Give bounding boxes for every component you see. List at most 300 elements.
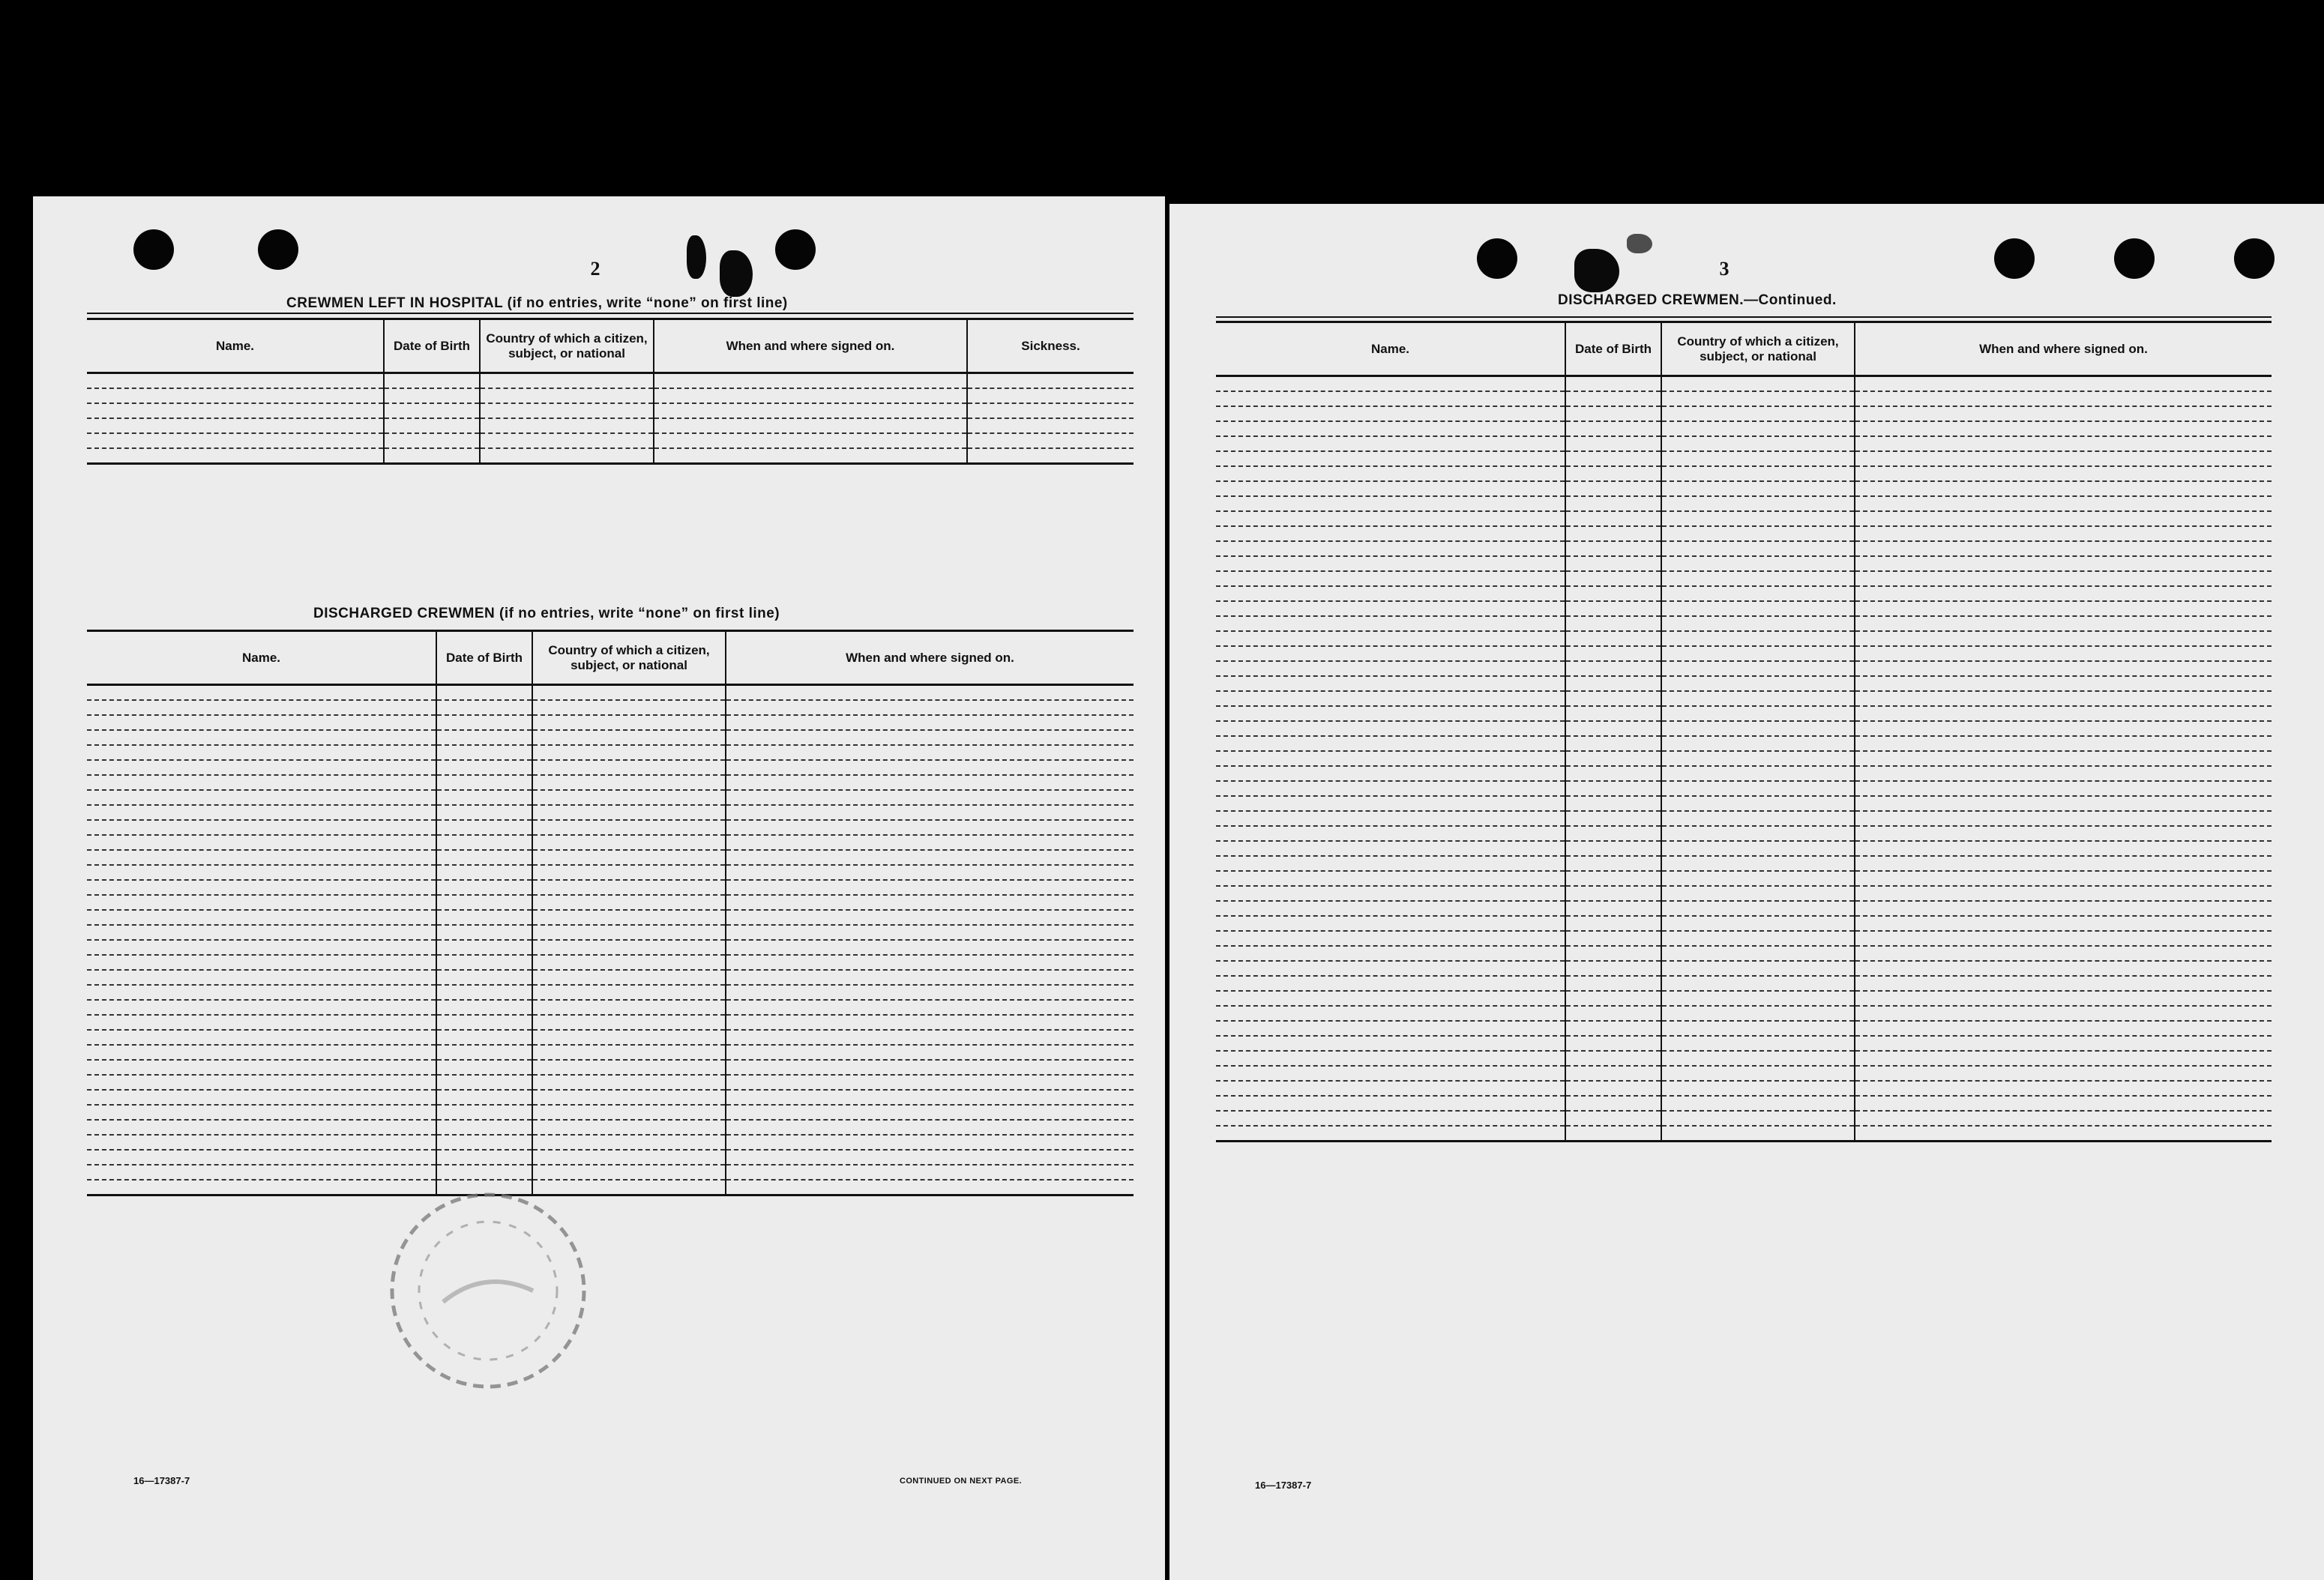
table-row bbox=[1216, 886, 2272, 901]
blank-entry-cell bbox=[726, 1150, 1134, 1165]
blank-entry-cell bbox=[1855, 976, 2272, 991]
blank-entry-cell bbox=[384, 418, 480, 433]
blank-entry-cell bbox=[436, 700, 532, 715]
blank-entry-cell bbox=[1216, 466, 1565, 481]
punch-hole bbox=[1994, 238, 2035, 279]
blank-entry-cell bbox=[532, 1135, 726, 1150]
blank-entry-cell bbox=[1216, 871, 1565, 886]
blank-entry-cell bbox=[1216, 991, 1565, 1006]
blank-entry-cell bbox=[532, 1165, 726, 1180]
punch-hole bbox=[2114, 238, 2155, 279]
blank-entry-cell bbox=[967, 403, 1134, 418]
table-row bbox=[1216, 451, 2272, 466]
table-row bbox=[87, 685, 1134, 701]
table-row bbox=[1216, 481, 2272, 496]
column-header-country: Country of which a citizen, subject, or national bbox=[1661, 322, 1855, 376]
table-row bbox=[87, 1165, 1134, 1180]
blank-entry-cell bbox=[532, 685, 726, 701]
blank-entry-cell bbox=[1565, 376, 1661, 392]
table-row bbox=[1216, 496, 2272, 511]
blank-entry-cell bbox=[87, 760, 436, 775]
table-row bbox=[87, 775, 1134, 790]
blank-entry-cell bbox=[1565, 1096, 1661, 1111]
blank-entry-cell bbox=[87, 1120, 436, 1135]
blank-entry-cell bbox=[726, 925, 1134, 940]
table-row bbox=[87, 790, 1134, 805]
blank-entry-cell bbox=[436, 880, 532, 895]
blank-entry-cell bbox=[480, 418, 654, 433]
blank-entry-cell bbox=[436, 1090, 532, 1105]
blank-entry-cell bbox=[1661, 391, 1855, 406]
blank-entry-cell bbox=[1565, 1126, 1661, 1142]
blank-entry-cell bbox=[1216, 946, 1565, 961]
blank-entry-cell bbox=[1565, 1081, 1661, 1096]
blank-entry-cell bbox=[436, 955, 532, 970]
blank-entry-cell bbox=[480, 433, 654, 448]
blank-entry-cell bbox=[436, 1045, 532, 1060]
blank-entry-cell bbox=[87, 448, 384, 464]
table-row bbox=[1216, 691, 2272, 706]
blank-entry-cell bbox=[1565, 601, 1661, 616]
blank-entry-cell bbox=[532, 1000, 726, 1015]
blank-entry-cell bbox=[967, 433, 1134, 448]
blank-entry-cell bbox=[87, 1075, 436, 1090]
blank-entry-cell bbox=[532, 865, 726, 880]
blank-entry-cell bbox=[1855, 571, 2272, 586]
blank-entry-cell bbox=[1565, 826, 1661, 841]
blank-entry-cell bbox=[1565, 661, 1661, 676]
table-row bbox=[87, 1015, 1134, 1030]
table-row bbox=[1216, 946, 2272, 961]
table-row bbox=[87, 403, 1134, 418]
table-row bbox=[1216, 556, 2272, 571]
table-row bbox=[1216, 706, 2272, 721]
blank-entry-cell bbox=[1565, 436, 1661, 451]
blank-entry-cell bbox=[1855, 451, 2272, 466]
table-row bbox=[1216, 811, 2272, 826]
blank-entry-cell bbox=[1661, 1006, 1855, 1021]
form-page-left bbox=[33, 196, 1165, 1580]
table-row bbox=[1216, 901, 2272, 916]
blank-entry-cell bbox=[1565, 991, 1661, 1006]
blank-entry-cell bbox=[1855, 916, 2272, 931]
blank-entry-cell bbox=[1565, 496, 1661, 511]
blank-entry-cell bbox=[1855, 1066, 2272, 1081]
blank-entry-cell bbox=[87, 1060, 436, 1075]
blank-entry-cell bbox=[1661, 931, 1855, 946]
table-row bbox=[87, 1075, 1134, 1090]
column-header-name: Name. bbox=[87, 631, 436, 685]
blank-entry-cell bbox=[1565, 976, 1661, 991]
blank-entry-cell bbox=[87, 418, 384, 433]
blank-entry-cell bbox=[436, 805, 532, 820]
column-header-date-of-birth: Date of Birth bbox=[384, 319, 480, 373]
blank-entry-cell bbox=[1855, 661, 2272, 676]
blank-entry-cell bbox=[1855, 1126, 2272, 1142]
table-row bbox=[87, 985, 1134, 1000]
blank-entry-cell bbox=[1661, 916, 1855, 931]
blank-entry-cell bbox=[1216, 1036, 1565, 1051]
table-row bbox=[87, 715, 1134, 730]
blank-entry-cell bbox=[1855, 886, 2272, 901]
blank-entry-cell bbox=[1565, 781, 1661, 796]
blank-entry-cell bbox=[1565, 421, 1661, 436]
table-row bbox=[87, 700, 1134, 715]
blank-entry-cell bbox=[532, 820, 726, 835]
blank-entry-cell bbox=[1216, 451, 1565, 466]
punch-hole bbox=[1477, 238, 1517, 279]
blank-entry-cell bbox=[726, 895, 1134, 910]
blank-entry-cell bbox=[480, 373, 654, 389]
blank-entry-cell bbox=[436, 925, 532, 940]
blank-entry-cell bbox=[1855, 751, 2272, 766]
blank-entry-cell bbox=[1855, 541, 2272, 556]
blank-entry-cell bbox=[1565, 811, 1661, 826]
blank-entry-cell bbox=[1565, 766, 1661, 781]
blank-entry-cell bbox=[87, 1045, 436, 1060]
blank-entry-cell bbox=[436, 1075, 532, 1090]
blank-entry-cell bbox=[532, 1105, 726, 1120]
blank-entry-cell bbox=[654, 388, 967, 403]
blank-entry-cell bbox=[436, 1060, 532, 1075]
blank-entry-cell bbox=[1855, 706, 2272, 721]
blank-entry-cell bbox=[532, 1060, 726, 1075]
blank-entry-cell bbox=[532, 985, 726, 1000]
blank-entry-cell bbox=[1855, 1051, 2272, 1066]
form-number: 16—17387-7 bbox=[1255, 1480, 1312, 1491]
blank-entry-cell bbox=[436, 1135, 532, 1150]
table-row bbox=[1216, 526, 2272, 541]
blank-entry-cell bbox=[436, 865, 532, 880]
blank-entry-cell bbox=[1855, 1036, 2272, 1051]
blank-entry-cell bbox=[1216, 886, 1565, 901]
blank-entry-cell bbox=[532, 1045, 726, 1060]
blank-entry-cell bbox=[726, 685, 1134, 701]
blank-entry-cell bbox=[1565, 586, 1661, 601]
blank-entry-cell bbox=[1216, 661, 1565, 676]
blank-entry-cell bbox=[532, 835, 726, 850]
table-row bbox=[87, 835, 1134, 850]
blank-entry-cell bbox=[87, 715, 436, 730]
blank-entry-cell bbox=[1565, 451, 1661, 466]
table-row bbox=[87, 940, 1134, 955]
blank-entry-cell bbox=[1661, 766, 1855, 781]
blank-entry-cell bbox=[1216, 916, 1565, 931]
blank-entry-cell bbox=[532, 805, 726, 820]
column-header-name: Name. bbox=[1216, 322, 1565, 376]
blank-entry-cell bbox=[654, 418, 967, 433]
blank-entry-cell bbox=[1855, 496, 2272, 511]
blank-entry-cell bbox=[436, 820, 532, 835]
blank-entry-cell bbox=[1661, 781, 1855, 796]
table-row bbox=[1216, 406, 2272, 421]
blank-entry-cell bbox=[1216, 586, 1565, 601]
blank-entry-cell bbox=[1661, 1081, 1855, 1096]
table-row bbox=[1216, 856, 2272, 871]
blank-entry-cell bbox=[1661, 601, 1855, 616]
blank-entry-cell bbox=[1855, 796, 2272, 811]
table-row bbox=[87, 433, 1134, 448]
blank-entry-cell bbox=[1216, 571, 1565, 586]
blank-entry-cell bbox=[1855, 901, 2272, 916]
table-row bbox=[87, 1090, 1134, 1105]
blank-entry-cell bbox=[1216, 856, 1565, 871]
blank-entry-cell bbox=[726, 1075, 1134, 1090]
table-row bbox=[1216, 766, 2272, 781]
blank-entry-cell bbox=[87, 1015, 436, 1030]
table-row bbox=[1216, 376, 2272, 392]
blank-entry-cell bbox=[1565, 841, 1661, 856]
blank-entry-cell bbox=[726, 865, 1134, 880]
blank-entry-cell bbox=[1565, 856, 1661, 871]
punch-hole bbox=[775, 229, 816, 270]
blank-entry-cell bbox=[1661, 841, 1855, 856]
blank-entry-cell bbox=[87, 925, 436, 940]
blank-entry-cell bbox=[1661, 526, 1855, 541]
blank-entry-cell bbox=[1855, 421, 2272, 436]
blank-entry-cell bbox=[1216, 541, 1565, 556]
table-row bbox=[1216, 421, 2272, 436]
blank-entry-cell bbox=[1661, 1051, 1855, 1066]
blank-entry-cell bbox=[532, 760, 726, 775]
table-row bbox=[87, 388, 1134, 403]
blank-entry-cell bbox=[436, 790, 532, 805]
blank-entry-cell bbox=[532, 970, 726, 985]
blank-entry-cell bbox=[1661, 376, 1855, 392]
blank-entry-cell bbox=[1565, 631, 1661, 646]
column-header-country: Country of which a citizen, subject, or national bbox=[480, 319, 654, 373]
blank-entry-cell bbox=[1855, 721, 2272, 736]
blank-entry-cell bbox=[1855, 871, 2272, 886]
blank-entry-cell bbox=[1216, 841, 1565, 856]
blank-entry-cell bbox=[87, 835, 436, 850]
table-row bbox=[87, 805, 1134, 820]
blank-entry-cell bbox=[1216, 526, 1565, 541]
blank-entry-cell bbox=[1855, 511, 2272, 526]
table-row bbox=[87, 850, 1134, 865]
blank-entry-cell bbox=[1216, 1021, 1565, 1036]
blank-entry-cell bbox=[87, 373, 384, 389]
blank-entry-cell bbox=[436, 1150, 532, 1165]
blank-entry-cell bbox=[1565, 511, 1661, 526]
table-row bbox=[1216, 826, 2272, 841]
blank-entry-cell bbox=[726, 1015, 1134, 1030]
blank-entry-cell bbox=[654, 448, 967, 464]
form-page-right bbox=[1169, 204, 2324, 1580]
table-row bbox=[1216, 1006, 2272, 1021]
blank-entry-cell bbox=[1565, 1051, 1661, 1066]
blank-entry-cell bbox=[1855, 856, 2272, 871]
table-row bbox=[1216, 586, 2272, 601]
column-header-date-of-birth: Date of Birth bbox=[436, 631, 532, 685]
title-rule bbox=[1216, 316, 2272, 318]
table-row bbox=[87, 1135, 1134, 1150]
table-row bbox=[87, 1030, 1134, 1045]
blank-entry-cell bbox=[1216, 721, 1565, 736]
ink-blot bbox=[1574, 249, 1619, 292]
blank-entry-cell bbox=[532, 715, 726, 730]
blank-entry-cell bbox=[1661, 811, 1855, 826]
column-header-country: Country of which a citizen, subject, or national bbox=[532, 631, 726, 685]
blank-entry-cell bbox=[1661, 451, 1855, 466]
blank-entry-cell bbox=[1855, 766, 2272, 781]
blank-entry-cell bbox=[726, 910, 1134, 925]
blank-entry-cell bbox=[1661, 796, 1855, 811]
blank-entry-cell bbox=[87, 1030, 436, 1045]
table-row bbox=[1216, 1081, 2272, 1096]
blank-entry-cell bbox=[1661, 691, 1855, 706]
table-row bbox=[87, 1060, 1134, 1075]
blank-entry-cell bbox=[1565, 961, 1661, 976]
blank-entry-cell bbox=[87, 1165, 436, 1180]
blank-entry-cell bbox=[1855, 376, 2272, 392]
blank-entry-cell bbox=[1855, 811, 2272, 826]
blank-entry-cell bbox=[1855, 1021, 2272, 1036]
blank-entry-cell bbox=[726, 820, 1134, 835]
blank-entry-cell bbox=[1565, 1111, 1661, 1126]
table-row bbox=[1216, 976, 2272, 991]
blank-entry-cell bbox=[1855, 1006, 2272, 1021]
blank-entry-cell bbox=[1565, 751, 1661, 766]
blank-entry-cell bbox=[1216, 511, 1565, 526]
blank-entry-cell bbox=[436, 685, 532, 701]
blank-entry-cell bbox=[1855, 991, 2272, 1006]
blank-entry-cell bbox=[436, 1015, 532, 1030]
blank-entry-cell bbox=[1216, 901, 1565, 916]
blank-entry-cell bbox=[436, 835, 532, 850]
blank-entry-cell bbox=[87, 1135, 436, 1150]
blank-entry-cell bbox=[87, 388, 384, 403]
blank-entry-cell bbox=[1216, 751, 1565, 766]
blank-entry-cell bbox=[1216, 646, 1565, 661]
blank-entry-cell bbox=[654, 433, 967, 448]
blank-entry-cell bbox=[1216, 766, 1565, 781]
continued-note: CONTINUED ON NEXT PAGE. bbox=[900, 1477, 1023, 1486]
blank-entry-cell bbox=[436, 745, 532, 760]
blank-entry-cell bbox=[1565, 466, 1661, 481]
blank-entry-cell bbox=[1565, 616, 1661, 631]
blank-entry-cell bbox=[87, 775, 436, 790]
column-header-signed-on: When and where signed on. bbox=[726, 631, 1134, 685]
blank-entry-cell bbox=[87, 403, 384, 418]
ink-blot bbox=[720, 250, 753, 297]
blank-entry-cell bbox=[1855, 676, 2272, 691]
blank-entry-cell bbox=[726, 760, 1134, 775]
discharged-continued-title: DISCHARGED CREWMEN.—Continued. bbox=[1558, 292, 1837, 308]
table-row bbox=[87, 970, 1134, 985]
blank-entry-cell bbox=[87, 805, 436, 820]
blank-entry-cell bbox=[1661, 661, 1855, 676]
official-stamp bbox=[372, 1178, 604, 1403]
table-row bbox=[87, 745, 1134, 760]
blank-entry-cell bbox=[726, 1120, 1134, 1135]
blank-entry-cell bbox=[1216, 1111, 1565, 1126]
blank-entry-cell bbox=[87, 850, 436, 865]
blank-entry-cell bbox=[480, 403, 654, 418]
blank-entry-cell bbox=[967, 418, 1134, 433]
hospital-crewmen-table bbox=[87, 318, 1134, 465]
blank-entry-cell bbox=[1565, 901, 1661, 916]
blank-entry-cell bbox=[480, 448, 654, 464]
column-header-signed-on: When and where signed on. bbox=[654, 319, 967, 373]
table-row bbox=[1216, 796, 2272, 811]
blank-entry-cell bbox=[532, 940, 726, 955]
blank-entry-cell bbox=[1216, 811, 1565, 826]
column-header-signed-on: When and where signed on. bbox=[1855, 322, 2272, 376]
blank-entry-cell bbox=[1216, 1051, 1565, 1066]
blank-entry-cell bbox=[87, 895, 436, 910]
blank-entry-cell bbox=[1661, 436, 1855, 451]
blank-entry-cell bbox=[1661, 466, 1855, 481]
table-row bbox=[87, 1045, 1134, 1060]
blank-entry-cell bbox=[1661, 991, 1855, 1006]
blank-entry-cell bbox=[1855, 601, 2272, 616]
blank-entry-cell bbox=[87, 970, 436, 985]
blank-entry-cell bbox=[87, 1090, 436, 1105]
blank-entry-cell bbox=[1661, 496, 1855, 511]
blank-entry-cell bbox=[436, 715, 532, 730]
blank-entry-cell bbox=[87, 1150, 436, 1165]
blank-entry-cell bbox=[726, 1105, 1134, 1120]
blank-entry-cell bbox=[1565, 1066, 1661, 1081]
table-row bbox=[1216, 916, 2272, 931]
blank-entry-cell bbox=[1565, 571, 1661, 586]
blank-entry-cell bbox=[436, 730, 532, 745]
blank-entry-cell bbox=[532, 1150, 726, 1165]
blank-entry-cell bbox=[1661, 976, 1855, 991]
blank-entry-cell bbox=[726, 805, 1134, 820]
blank-entry-cell bbox=[726, 985, 1134, 1000]
hospital-section-title: CREWMEN LEFT IN HOSPITAL (if no entries, write “none” on first line) bbox=[286, 295, 788, 311]
blank-entry-cell bbox=[1216, 631, 1565, 646]
blank-entry-cell bbox=[384, 388, 480, 403]
blank-entry-cell bbox=[726, 1180, 1134, 1195]
blank-entry-cell bbox=[532, 925, 726, 940]
blank-entry-cell bbox=[532, 955, 726, 970]
table-row bbox=[1216, 571, 2272, 586]
table-row bbox=[1216, 721, 2272, 736]
blank-entry-cell bbox=[1855, 616, 2272, 631]
blank-entry-cell bbox=[532, 910, 726, 925]
table-row bbox=[1216, 1036, 2272, 1051]
blank-entry-cell bbox=[384, 448, 480, 464]
blank-entry-cell bbox=[87, 730, 436, 745]
blank-entry-cell bbox=[1661, 886, 1855, 901]
table-row bbox=[1216, 466, 2272, 481]
table-row bbox=[1216, 991, 2272, 1006]
blank-entry-cell bbox=[532, 1030, 726, 1045]
blank-entry-cell bbox=[1216, 796, 1565, 811]
blank-entry-cell bbox=[436, 895, 532, 910]
blank-entry-cell bbox=[532, 1090, 726, 1105]
blank-entry-cell bbox=[87, 940, 436, 955]
blank-entry-cell bbox=[532, 880, 726, 895]
blank-entry-cell bbox=[532, 1120, 726, 1135]
blank-entry-cell bbox=[1216, 781, 1565, 796]
table-row bbox=[87, 448, 1134, 464]
blank-entry-cell bbox=[532, 700, 726, 715]
table-row bbox=[87, 880, 1134, 895]
table-row bbox=[1216, 616, 2272, 631]
table-row bbox=[1216, 541, 2272, 556]
blank-entry-cell bbox=[1855, 556, 2272, 571]
table-row bbox=[87, 1105, 1134, 1120]
blank-entry-cell bbox=[1661, 676, 1855, 691]
blank-entry-cell bbox=[1216, 706, 1565, 721]
blank-entry-cell bbox=[726, 955, 1134, 970]
ink-blot bbox=[1627, 234, 1652, 253]
blank-entry-cell bbox=[1855, 1081, 2272, 1096]
